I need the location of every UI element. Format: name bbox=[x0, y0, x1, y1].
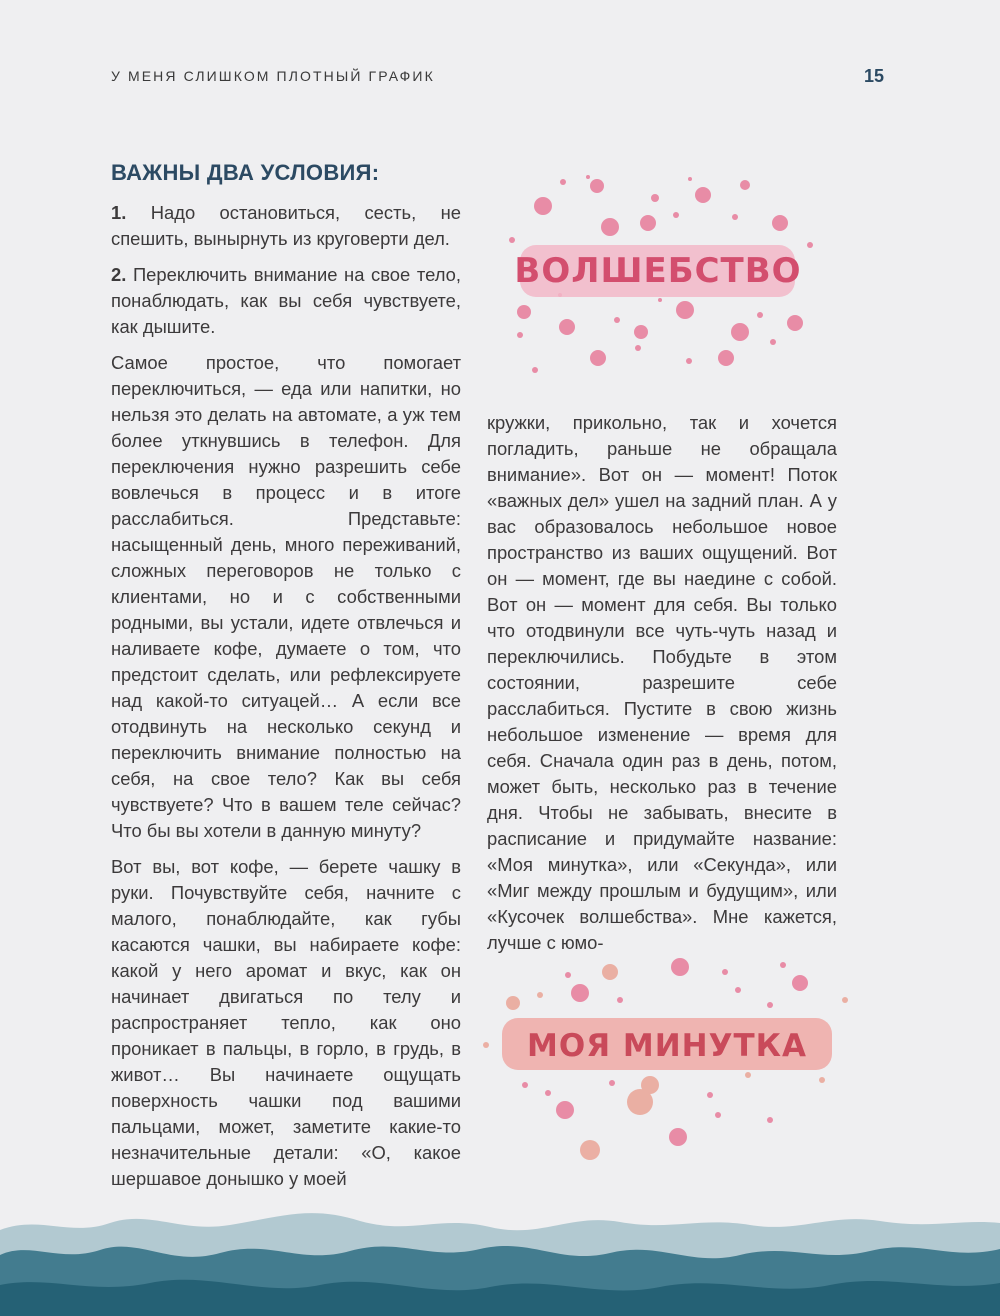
item-text: Надо остановиться, сесть, не спешить, вынырнуть из круговерти дел. bbox=[111, 202, 461, 249]
item-number: 1. bbox=[111, 202, 127, 223]
paragraph-3: кружки, прикольно, так и хочется погладить, раньше не обращала внимание». Вот он — момент! Поток «важных дел» ушел на задний план. А у вас образовалось небольшое новое пространство из ваших ощущений. Вот он — момент, где вы наедине с собой. Вот он — момент для себя. Вы только что отодвинули все чуть-чуть назад и переключились. Побудьте в этом состоянии, разрешите себе расслабиться. Пустите в свою жизнь небольшое изменение — время для себя. Сначала один раз в день, потом, может быть, несколько раз в течение дня. Чтобы не забывать, внесите в расписание и придумайте название: «Моя минутка», или «Секунда», или «Миг между прошлым и будущим», или «Кусочек волшебства». Мне кажется, лучше с юмо- bbox=[487, 412, 837, 953]
page-number: 15 bbox=[863, 66, 884, 86]
running-head: У МЕНЯ СЛИШКОМ ПЛОТНЫЙ ГРАФИК bbox=[111, 68, 435, 84]
illustration-volshebstvo bbox=[500, 170, 820, 390]
right-column bbox=[487, 410, 837, 956]
item-text: Переключить внимание на свое тело, понаблюдать, как вы себя чувствуете, как дышите. bbox=[111, 264, 461, 337]
banner-label: МОЯ МИНУТКА bbox=[527, 1028, 807, 1064]
list-item-2 bbox=[111, 262, 461, 340]
list-item-1 bbox=[111, 200, 461, 252]
watercolor-wave bbox=[0, 1175, 1000, 1316]
section-heading: ВАЖНЫ ДВА УСЛОВИЯ: bbox=[111, 160, 380, 185]
illustration-moya-minutka bbox=[480, 955, 850, 1165]
paragraph-1: Самое простое, что помогает переключиться, — еда или напитки, но нельзя это делать на автомате, а уж тем более уткнувшись в телефон. Для переключения нужно разрешить себе вовлечься в процесс и в итоге расслабиться. Представьте: насыщенный день, много переживаний, сложных переговоров не только с клиентами, но и с собственными родными, вы устали, идете отвлечься и наливаете кофе, думаете о том, что предстоит сделать, или рефлексируете над какой-то ситуацей… А если все отодвинуть на несколько секунд и переключить внимание полностью на себя, на свое тело? Как вы себя чувствуете? Что в вашем теле сейчас? Что бы вы хотели в данную минуту? bbox=[111, 352, 461, 841]
paragraph-2: Вот вы, вот кофе, — берете чашку в руки. Почувствуйте себя, начните с малого, понаблюдайте, как губы касаются чашки, вы набираете кофе: какой у него аромат и вкус, как он начинает двигаться по телу и распространяет тепло, как оно проникает в пальцы, в горло, в грудь, в живот… Вы начинаете ощущать поверхность чашки под вашими пальцами, может, заметите какие-то незначительные детали: «О, какое шершавое донышко у моей bbox=[111, 856, 461, 1189]
banner-label: ВОЛШЕБСТВО bbox=[514, 251, 802, 291]
left-column bbox=[111, 200, 461, 1202]
item-number: 2. bbox=[111, 264, 127, 285]
